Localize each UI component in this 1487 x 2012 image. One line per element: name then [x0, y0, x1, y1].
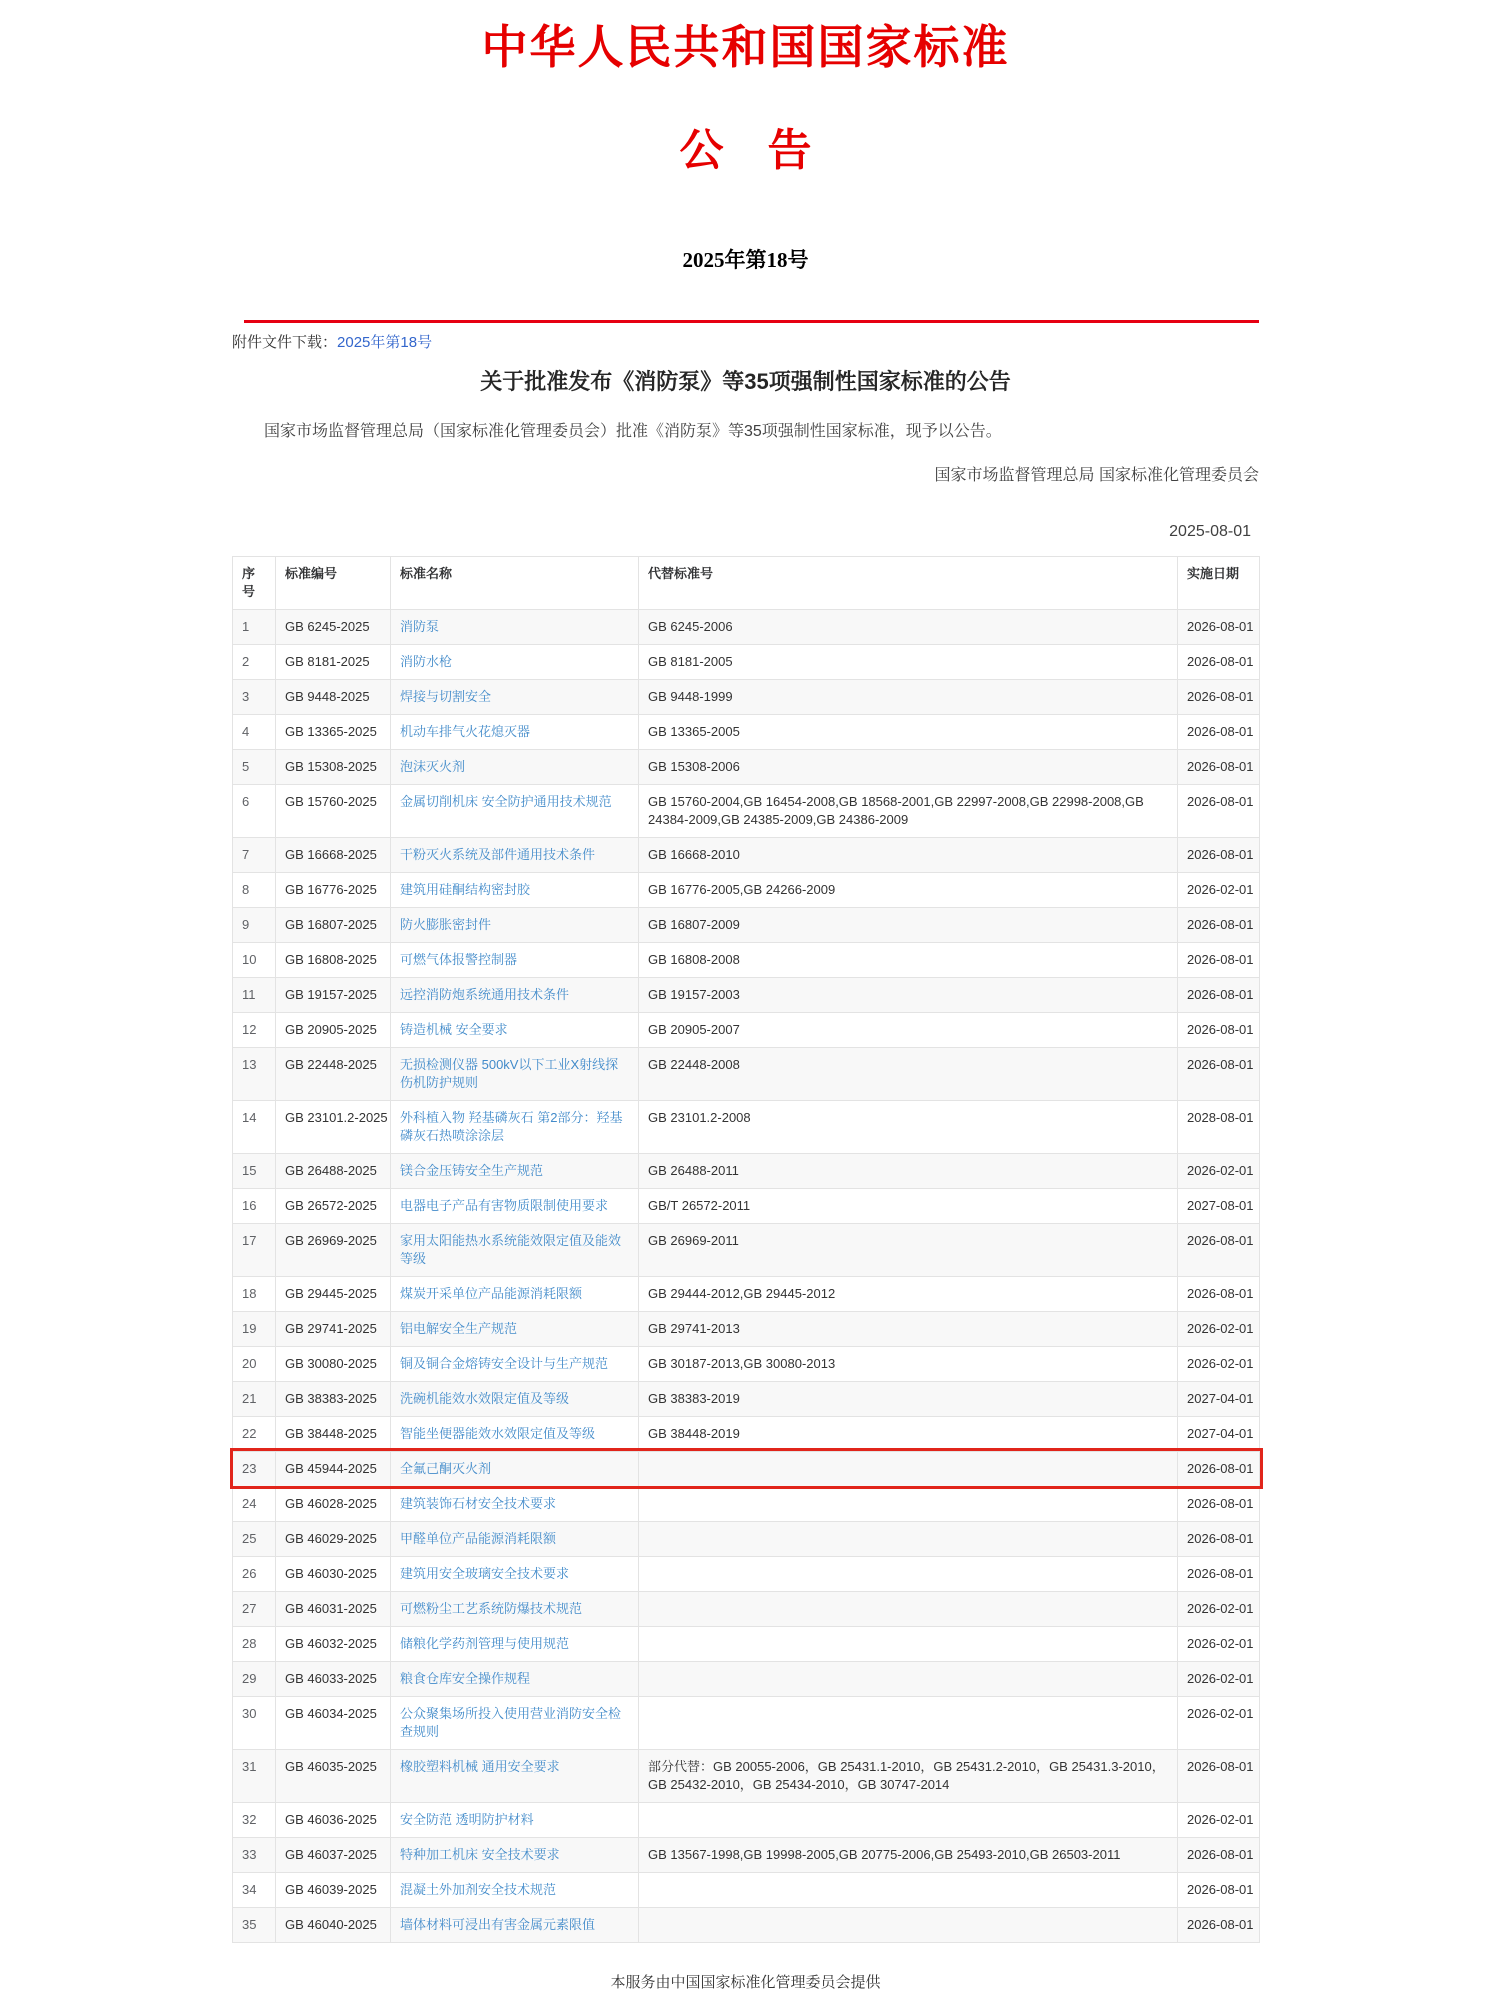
row-implementation-date: 2026-08-01 — [1178, 1047, 1260, 1100]
row-standard-code: GB 46033-2025 — [276, 1661, 391, 1696]
row-replaced-standards — [639, 1591, 1178, 1626]
attachment-label: 附件文件下载： — [232, 333, 338, 351]
row-seq: 8 — [233, 872, 276, 907]
standard-name-link[interactable]: 机动车排气火花熄灭器 — [400, 723, 531, 739]
row-replaced-standards: GB 22448-2008 — [639, 1047, 1178, 1100]
table-row — [233, 1153, 1260, 1188]
row-standard-name-cell — [391, 1381, 639, 1416]
standard-name-link[interactable]: 远控消防炮系统通用技术条件 — [400, 986, 570, 1002]
row-standard-name-cell — [391, 907, 639, 942]
table-row — [233, 1521, 1260, 1556]
row-seq: 10 — [233, 942, 276, 977]
row-standard-code: GB 45944-2025 — [276, 1451, 391, 1486]
row-implementation-date: 2028-08-01 — [1178, 1100, 1260, 1153]
row-replaced-standards: GB 16807-2009 — [639, 907, 1178, 942]
table-row — [233, 714, 1260, 749]
standard-name-link[interactable]: 消防水枪 — [400, 653, 453, 669]
row-replaced-standards: GB 13365-2005 — [639, 714, 1178, 749]
row-seq: 9 — [233, 907, 276, 942]
row-standard-name-cell — [391, 749, 639, 784]
standard-name-link[interactable]: 全氟己酮灭火剂 — [400, 1460, 492, 1476]
table-row — [233, 1872, 1260, 1907]
row-standard-code: GB 26572-2025 — [276, 1188, 391, 1223]
table-row — [233, 1626, 1260, 1661]
row-standard-name-cell — [391, 1451, 639, 1486]
standard-name-link[interactable]: 储粮化学药剂管理与使用规范 — [400, 1635, 570, 1651]
row-standard-code: GB 29445-2025 — [276, 1276, 391, 1311]
row-standard-code: GB 20905-2025 — [276, 1012, 391, 1047]
row-standard-code: GB 30080-2025 — [276, 1346, 391, 1381]
row-standard-code: GB 38383-2025 — [276, 1381, 391, 1416]
row-standard-name-cell — [391, 644, 639, 679]
row-implementation-date: 2026-08-01 — [1178, 1556, 1260, 1591]
row-seq: 5 — [233, 749, 276, 784]
row-implementation-date: 2026-02-01 — [1178, 1591, 1260, 1626]
row-standard-code: GB 46030-2025 — [276, 1556, 391, 1591]
page-title: 中华人民共和国国家标准 — [481, 22, 1010, 73]
row-implementation-date: 2026-08-01 — [1178, 977, 1260, 1012]
row-seq: 4 — [233, 714, 276, 749]
standard-name-link[interactable]: 洗碗机能效水效限定值及等级 — [400, 1390, 570, 1406]
standard-name-link[interactable]: 消防泵 — [400, 618, 440, 634]
standard-name-link[interactable]: 粮食仓库安全操作规程 — [400, 1670, 531, 1686]
table-row — [233, 784, 1260, 837]
standard-name-link[interactable]: 电器电子产品有害物质限制使用要求 — [400, 1197, 609, 1213]
row-standard-name-cell — [391, 1223, 639, 1276]
row-implementation-date: 2026-08-01 — [1178, 714, 1260, 749]
row-seq: 24 — [233, 1486, 276, 1521]
standard-name-link[interactable]: 铝电解安全生产规范 — [400, 1320, 518, 1336]
row-standard-name-cell — [391, 1100, 639, 1153]
table-row — [233, 837, 1260, 872]
row-standard-code: GB 8181-2025 — [276, 644, 391, 679]
row-seq: 3 — [233, 679, 276, 714]
table-row — [233, 1696, 1260, 1749]
row-replaced-standards: GB 15760-2004,GB 16454-2008,GB 18568-2001,GB 22997-2008,GB 22998-2008,GB 24384-2009,GB 24385-2009,GB 24386-2009 — [639, 784, 1178, 837]
row-standard-name-cell — [391, 1012, 639, 1047]
row-implementation-date: 2026-02-01 — [1178, 1153, 1260, 1188]
row-implementation-date: 2027-04-01 — [1178, 1381, 1260, 1416]
row-replaced-standards: GB 26969-2011 — [639, 1223, 1178, 1276]
row-standard-name-cell — [391, 1276, 639, 1311]
table-row — [233, 1837, 1260, 1872]
row-implementation-date: 2026-02-01 — [1178, 1626, 1260, 1661]
row-seq: 20 — [233, 1346, 276, 1381]
table-row — [233, 977, 1260, 1012]
row-implementation-date: 2026-08-01 — [1178, 1223, 1260, 1276]
page-subtitle: 公 告 — [679, 126, 812, 176]
row-replaced-standards: GB 13567-1998,GB 19998-2005,GB 20775-2006,GB 25493-2010,GB 26503-2011 — [639, 1837, 1178, 1872]
issue-number: 2025年第18号 — [682, 247, 809, 272]
row-standard-name-cell — [391, 679, 639, 714]
row-replaced-standards — [639, 1696, 1178, 1749]
row-implementation-date: 2026-02-01 — [1178, 1346, 1260, 1381]
row-standard-code: GB 16776-2025 — [276, 872, 391, 907]
row-standard-code: GB 26969-2025 — [276, 1223, 391, 1276]
announcement-page — [232, 0, 1259, 2012]
table-header — [233, 556, 1260, 609]
standard-name-link[interactable]: 建筑装饰石材安全技术要求 — [400, 1495, 557, 1511]
row-standard-code: GB 46036-2025 — [276, 1802, 391, 1837]
standard-name-link[interactable]: 焊接与切割安全 — [400, 688, 492, 704]
table-row — [233, 942, 1260, 977]
row-implementation-date: 2026-08-01 — [1178, 1276, 1260, 1311]
row-replaced-standards — [639, 1521, 1178, 1556]
table-row — [233, 1661, 1260, 1696]
table-row — [233, 1223, 1260, 1276]
row-implementation-date: 2026-08-01 — [1178, 1907, 1260, 1942]
table-row — [233, 1100, 1260, 1153]
standard-name-link[interactable]: 外科植入物 羟基磷灰石 第2部分：羟基磷灰石热喷涂涂层 — [400, 1109, 623, 1143]
standard-name-link[interactable]: 公众聚集场所投入使用营业消防安全检查规则 — [400, 1705, 622, 1739]
row-standard-code: GB 9448-2025 — [276, 679, 391, 714]
row-implementation-date: 2026-08-01 — [1178, 784, 1260, 837]
row-standard-name-cell — [391, 1416, 639, 1451]
table-row — [233, 907, 1260, 942]
standard-name-link[interactable]: 智能坐便器能效水效限定值及等级 — [400, 1425, 596, 1441]
row-implementation-date: 2026-08-01 — [1178, 907, 1260, 942]
row-replaced-standards: GB 29741-2013 — [639, 1311, 1178, 1346]
row-replaced-standards: GB 15308-2006 — [639, 749, 1178, 784]
row-seq: 33 — [233, 1837, 276, 1872]
row-replaced-standards: GB 29444-2012,GB 29445-2012 — [639, 1276, 1178, 1311]
row-standard-code: GB 13365-2025 — [276, 714, 391, 749]
row-standard-code: GB 15760-2025 — [276, 784, 391, 837]
table-row — [233, 1907, 1260, 1942]
row-standard-code: GB 29741-2025 — [276, 1311, 391, 1346]
row-standard-name-cell — [391, 837, 639, 872]
row-standard-name-cell — [391, 1626, 639, 1661]
row-replaced-standards: GB/T 26572-2011 — [639, 1188, 1178, 1223]
row-standard-name-cell — [391, 1556, 639, 1591]
standard-name-link[interactable]: 建筑用硅酮结构密封胶 — [400, 881, 531, 897]
row-seq: 27 — [233, 1591, 276, 1626]
standard-name-link[interactable]: 安全防范 透明防护材料 — [400, 1811, 534, 1827]
table-row — [233, 1451, 1260, 1486]
row-standard-name-cell — [391, 1346, 639, 1381]
row-standard-code: GB 46034-2025 — [276, 1696, 391, 1749]
row-standard-code: GB 23101.2-2025 — [276, 1100, 391, 1153]
column-header: 实施日期 — [1178, 556, 1260, 609]
standard-name-link[interactable]: 家用太阳能热水系统能效限定值及能效等级 — [400, 1232, 622, 1266]
row-standard-code: GB 46032-2025 — [276, 1626, 391, 1661]
row-standard-code: GB 46029-2025 — [276, 1521, 391, 1556]
table-row — [233, 1416, 1260, 1451]
row-standard-name-cell — [391, 1591, 639, 1626]
standard-name-link[interactable]: 混凝土外加剂安全技术规范 — [400, 1881, 557, 1897]
row-implementation-date: 2026-08-01 — [1178, 1872, 1260, 1907]
row-seq: 18 — [233, 1276, 276, 1311]
row-standard-name-cell — [391, 1311, 639, 1346]
row-replaced-standards: 部分代替：GB 20055-2006，GB 25431.1-2010，GB 25431.2-2010，GB 25431.3-2010，GB 25432-2010，GB 25434-2010，GB 30747-2014 — [639, 1749, 1178, 1802]
row-standard-name-cell — [391, 942, 639, 977]
table-row — [233, 679, 1260, 714]
standard-name-link[interactable]: 泡沫灭火剂 — [400, 758, 466, 774]
row-standard-code: GB 26488-2025 — [276, 1153, 391, 1188]
row-standard-name-cell — [391, 1749, 639, 1802]
notice-title: 关于批准发布《消防泵》等35项强制性国家标准的公告 — [480, 368, 1011, 394]
row-implementation-date: 2026-02-01 — [1178, 872, 1260, 907]
row-replaced-standards — [639, 1661, 1178, 1696]
row-standard-name-cell — [391, 1837, 639, 1872]
row-seq: 23 — [233, 1451, 276, 1486]
standard-name-link[interactable]: 墙体材料可浸出有害金属元素限值 — [400, 1916, 596, 1932]
row-standard-code: GB 16807-2025 — [276, 907, 391, 942]
row-implementation-date: 2026-08-01 — [1178, 749, 1260, 784]
footer-note: 本服务由中国国家标准化管理委员会提供 — [610, 1973, 881, 1991]
table-row — [233, 1047, 1260, 1100]
row-replaced-standards — [639, 1907, 1178, 1942]
row-implementation-date: 2026-08-01 — [1178, 1521, 1260, 1556]
row-replaced-standards: GB 38383-2019 — [639, 1381, 1178, 1416]
table-row — [233, 609, 1260, 644]
row-standard-name-cell — [391, 714, 639, 749]
issue-date: 2025-08-01 — [1169, 522, 1251, 540]
row-replaced-standards — [639, 1486, 1178, 1521]
row-implementation-date: 2026-02-01 — [1178, 1661, 1260, 1696]
table-row — [233, 749, 1260, 784]
row-standard-code: GB 22448-2025 — [276, 1047, 391, 1100]
row-standard-code: GB 16668-2025 — [276, 837, 391, 872]
row-standard-code: GB 46031-2025 — [276, 1591, 391, 1626]
row-replaced-standards: GB 23101.2-2008 — [639, 1100, 1178, 1153]
row-standard-code: GB 46039-2025 — [276, 1872, 391, 1907]
standard-name-link[interactable]: 金属切削机床 安全防护通用技术规范 — [400, 793, 612, 809]
row-standard-name-cell — [391, 784, 639, 837]
notice-body: 国家市场监督管理总局（国家标准化管理委员会）批准《消防泵》等35项强制性国家标准，现予以公告。 — [264, 422, 1002, 440]
row-standard-code: GB 38448-2025 — [276, 1416, 391, 1451]
row-standard-name-cell — [391, 609, 639, 644]
row-replaced-standards: GB 26488-2011 — [639, 1153, 1178, 1188]
row-standard-name-cell — [391, 1661, 639, 1696]
row-implementation-date: 2026-08-01 — [1178, 609, 1260, 644]
row-replaced-standards: GB 30187-2013,GB 30080-2013 — [639, 1346, 1178, 1381]
row-seq: 22 — [233, 1416, 276, 1451]
row-implementation-date: 2026-08-01 — [1178, 1451, 1260, 1486]
row-implementation-date: 2026-08-01 — [1178, 1749, 1260, 1802]
row-standard-name-cell — [391, 1802, 639, 1837]
row-implementation-date: 2026-08-01 — [1178, 942, 1260, 977]
column-header: 标准名称 — [391, 556, 639, 609]
standard-name-link[interactable]: 铸造机械 安全要求 — [400, 1021, 508, 1037]
standard-name-link[interactable]: 铜及铜合金熔铸安全设计与生产规范 — [400, 1355, 609, 1371]
row-replaced-standards: GB 6245-2006 — [639, 609, 1178, 644]
standard-name-link[interactable]: 防火膨胀密封件 — [400, 916, 492, 932]
row-standard-code: GB 15308-2025 — [276, 749, 391, 784]
standard-name-link[interactable]: 橡胶塑料机械 通用安全要求 — [400, 1758, 560, 1774]
row-standard-name-cell — [391, 1486, 639, 1521]
standards-table — [232, 556, 1260, 1943]
row-replaced-standards: GB 9448-1999 — [639, 679, 1178, 714]
row-standard-name-cell — [391, 1047, 639, 1100]
row-seq: 16 — [233, 1188, 276, 1223]
table-row — [233, 1486, 1260, 1521]
row-seq: 25 — [233, 1521, 276, 1556]
standard-name-link[interactable]: 煤炭开采单位产品能源消耗限额 — [400, 1285, 583, 1301]
row-standard-code: GB 46035-2025 — [276, 1749, 391, 1802]
row-seq: 19 — [233, 1311, 276, 1346]
row-implementation-date: 2026-08-01 — [1178, 1486, 1260, 1521]
row-standard-name-cell — [391, 1521, 639, 1556]
row-seq: 31 — [233, 1749, 276, 1802]
standard-name-link[interactable]: 镁合金压铸安全生产规范 — [400, 1162, 544, 1178]
row-implementation-date: 2026-08-01 — [1178, 1837, 1260, 1872]
row-standard-name-cell — [391, 1153, 639, 1188]
row-standard-code: GB 46037-2025 — [276, 1837, 391, 1872]
row-standard-code: GB 46040-2025 — [276, 1907, 391, 1942]
row-implementation-date: 2026-08-01 — [1178, 679, 1260, 714]
row-seq: 6 — [233, 784, 276, 837]
row-replaced-standards: GB 16808-2008 — [639, 942, 1178, 977]
row-seq: 30 — [233, 1696, 276, 1749]
row-seq: 28 — [233, 1626, 276, 1661]
table-row — [233, 1311, 1260, 1346]
attachment-row — [232, 332, 1259, 354]
row-replaced-standards: GB 20905-2007 — [639, 1012, 1178, 1047]
row-replaced-standards: GB 38448-2019 — [639, 1416, 1178, 1451]
row-implementation-date: 2026-02-01 — [1178, 1696, 1260, 1749]
row-seq: 21 — [233, 1381, 276, 1416]
table-row — [233, 1591, 1260, 1626]
standard-name-link[interactable]: 甲醛单位产品能源消耗限额 — [400, 1530, 557, 1546]
table-row — [233, 644, 1260, 679]
row-replaced-standards — [639, 1802, 1178, 1837]
table-row — [233, 1276, 1260, 1311]
row-implementation-date: 2026-02-01 — [1178, 1802, 1260, 1837]
row-seq: 34 — [233, 1872, 276, 1907]
row-seq: 1 — [233, 609, 276, 644]
table-row — [233, 1749, 1260, 1802]
standard-name-link[interactable]: 可燃气体报警控制器 — [400, 951, 518, 967]
attachment-download-link[interactable]: 2025年第18号 — [337, 333, 433, 351]
row-replaced-standards: GB 16776-2005,GB 24266-2009 — [639, 872, 1178, 907]
row-implementation-date: 2026-08-01 — [1178, 837, 1260, 872]
row-seq: 15 — [233, 1153, 276, 1188]
row-implementation-date: 2027-08-01 — [1178, 1188, 1260, 1223]
row-seq: 11 — [233, 977, 276, 1012]
red-divider — [244, 320, 1259, 323]
table-row — [233, 1346, 1260, 1381]
row-implementation-date: 2026-08-01 — [1178, 1012, 1260, 1047]
row-seq: 14 — [233, 1100, 276, 1153]
row-replaced-standards: GB 8181-2005 — [639, 644, 1178, 679]
row-seq: 2 — [233, 644, 276, 679]
table-row — [233, 1012, 1260, 1047]
table-row — [233, 1802, 1260, 1837]
column-header: 代替标准号 — [639, 556, 1178, 609]
row-seq: 17 — [233, 1223, 276, 1276]
row-seq: 13 — [233, 1047, 276, 1100]
row-replaced-standards — [639, 1556, 1178, 1591]
standard-name-link[interactable]: 干粉灭火系统及部件通用技术条件 — [400, 846, 596, 862]
row-replaced-standards: GB 19157-2003 — [639, 977, 1178, 1012]
row-seq: 29 — [233, 1661, 276, 1696]
row-standard-name-cell — [391, 1872, 639, 1907]
row-standard-name-cell — [391, 977, 639, 1012]
column-header: 序号 — [233, 556, 276, 609]
row-seq: 32 — [233, 1802, 276, 1837]
row-standard-code: GB 19157-2025 — [276, 977, 391, 1012]
row-seq: 7 — [233, 837, 276, 872]
standard-name-link[interactable]: 特种加工机床 安全技术要求 — [400, 1846, 560, 1862]
table-row — [233, 1188, 1260, 1223]
standard-name-link[interactable]: 无损检测仪器 500kV以下工业X射线探伤机防护规则 — [400, 1056, 619, 1090]
row-seq: 26 — [233, 1556, 276, 1591]
row-implementation-date: 2026-08-01 — [1178, 644, 1260, 679]
row-standard-code: GB 6245-2025 — [276, 609, 391, 644]
row-standard-name-cell — [391, 872, 639, 907]
table-row — [233, 1556, 1260, 1591]
row-standard-name-cell — [391, 1907, 639, 1942]
row-replaced-standards — [639, 1872, 1178, 1907]
row-standard-name-cell — [391, 1696, 639, 1749]
row-replaced-standards — [639, 1626, 1178, 1661]
row-implementation-date: 2026-02-01 — [1178, 1311, 1260, 1346]
standard-name-link[interactable]: 可燃粉尘工艺系统防爆技术规范 — [400, 1600, 583, 1616]
row-replaced-standards: GB 16668-2010 — [639, 837, 1178, 872]
standard-name-link[interactable]: 建筑用安全玻璃安全技术要求 — [400, 1565, 570, 1581]
issuing-authority: 国家市场监督管理总局 国家标准化管理委员会 — [934, 466, 1259, 484]
row-seq: 12 — [233, 1012, 276, 1047]
row-standard-code: GB 46028-2025 — [276, 1486, 391, 1521]
row-seq: 35 — [233, 1907, 276, 1942]
column-header: 标准编号 — [276, 556, 391, 609]
row-replaced-standards — [639, 1451, 1178, 1486]
row-implementation-date: 2027-04-01 — [1178, 1416, 1260, 1451]
table-row — [233, 1381, 1260, 1416]
table-row — [233, 872, 1260, 907]
row-standard-code: GB 16808-2025 — [276, 942, 391, 977]
row-standard-name-cell — [391, 1188, 639, 1223]
